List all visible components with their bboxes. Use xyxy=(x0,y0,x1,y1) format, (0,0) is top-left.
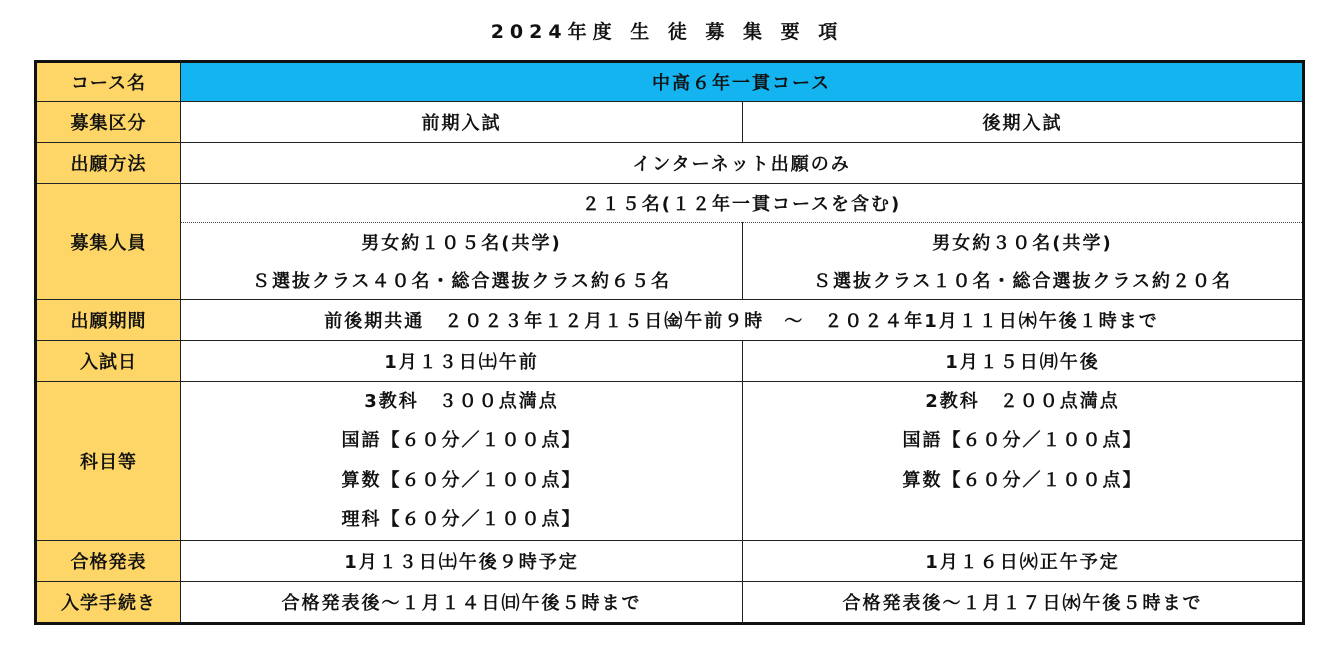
subjects-late-line: 2教科 ２００点満点 xyxy=(925,390,1120,412)
row-procedure xyxy=(36,582,1304,624)
row-announcement xyxy=(36,541,1304,582)
announcement-early: 1月１３日㈯午後９時予定 xyxy=(181,541,743,582)
capacity-total: ２１５名(１２年一貫コースを含む) xyxy=(181,184,1304,223)
subjects-early-line: 理科【６０分／１００点】 xyxy=(341,509,582,531)
row-capacity-gender xyxy=(36,223,1304,262)
exam-date-early: 1月１３日㈯午前 xyxy=(181,341,743,382)
period-label: 出願期間 xyxy=(36,300,181,341)
subjects-early-line: 国語【６０分／１００点】 xyxy=(341,430,582,452)
subjects-early-line: 3教科 ３００点満点 xyxy=(364,390,559,412)
subjects-late xyxy=(743,382,1304,541)
course-value: 中高６年一貫コース xyxy=(181,62,1304,102)
capacity-early-classes: Ｓ選抜クラス４０名・総合選抜クラス約６５名 xyxy=(181,261,743,300)
period-value: 前後期共通 ２０２３年１２月１５日㈮午前９時 ～ ２０２４年1月１１日㈭午後１時まで xyxy=(181,300,1304,341)
capacity-late-gender: 男女約３０名(共学) xyxy=(743,223,1304,262)
announcement-label: 合格発表 xyxy=(36,541,181,582)
exam-date-late: 1月１５日㈪午後 xyxy=(743,341,1304,382)
row-method xyxy=(36,143,1304,184)
method-label: 出願方法 xyxy=(36,143,181,184)
capacity-early-gender: 男女約１０５名(共学) xyxy=(181,223,743,262)
category-late: 後期入試 xyxy=(743,102,1304,143)
subjects-label: 科目等 xyxy=(36,382,181,541)
row-category xyxy=(36,102,1304,143)
subjects-late-line: 国語【６０分／１００点】 xyxy=(902,430,1143,452)
capacity-label: 募集人員 xyxy=(36,184,181,300)
page-title: 2024年度 生 徒 募 集 要 項 xyxy=(490,21,844,43)
category-label: 募集区分 xyxy=(36,102,181,143)
procedure-early: 合格発表後～１月１４日㈰午後５時まで xyxy=(181,582,743,624)
method-value: インターネット出願のみ xyxy=(181,143,1304,184)
course-label: コース名 xyxy=(36,62,181,102)
exam-date-label: 入試日 xyxy=(36,341,181,382)
procedure-late: 合格発表後～１月１７日㈬午後５時まで xyxy=(743,582,1304,624)
subjects-late-line: 算数【６０分／１００点】 xyxy=(902,469,1143,491)
admissions-table xyxy=(34,60,1305,625)
procedure-label: 入学手続き xyxy=(36,582,181,624)
capacity-late-classes: Ｓ選抜クラス１０名・総合選抜クラス約２０名 xyxy=(743,261,1304,300)
row-course xyxy=(36,62,1304,102)
subjects-early xyxy=(181,382,743,541)
row-exam-date xyxy=(36,341,1304,382)
row-capacity-classes xyxy=(36,261,1304,300)
row-period xyxy=(36,300,1304,341)
subjects-early-line: 算数【６０分／１００点】 xyxy=(341,469,582,491)
announcement-late: 1月１６日㈫正午予定 xyxy=(743,541,1304,582)
row-capacity-total xyxy=(36,184,1304,223)
row-subjects xyxy=(36,382,1304,541)
category-early: 前期入試 xyxy=(181,102,743,143)
